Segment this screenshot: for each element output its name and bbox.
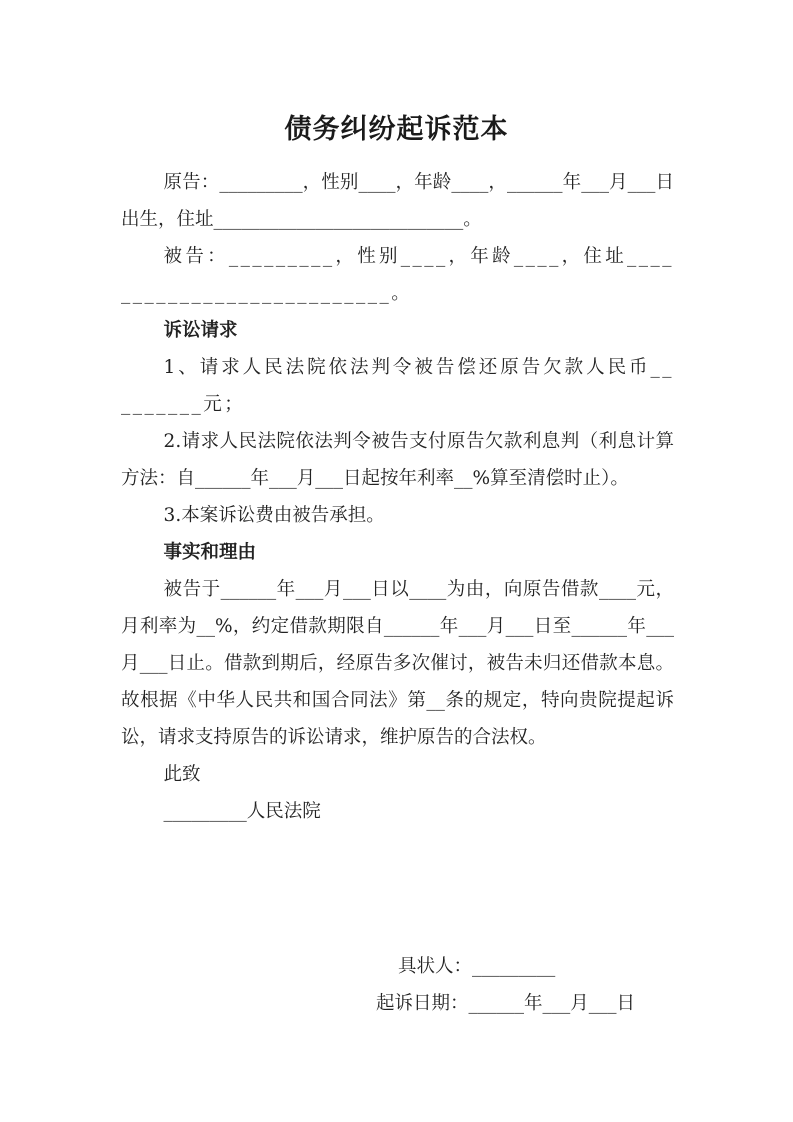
- defendant-paragraph: 被告：_________，性别____，年龄____，住址___________________________。: [121, 246, 674, 304]
- claim-item-3: 3.本案诉讼费由被告承担。: [163, 505, 385, 526]
- claim-item-2: 2.请求人民法院依法判令被告支付原告欠款利息判（利息计算方法：自______年___月___日起按年利率__%算至清偿时止）。: [121, 431, 674, 489]
- facts-heading: 事实和理由: [163, 542, 257, 563]
- filing-date-line: 起诉日期：______年___月___日: [376, 993, 636, 1014]
- salutation: 此致: [163, 764, 201, 785]
- document-title: 债务纠纷起诉范本: [284, 114, 509, 145]
- claims-heading: 诉讼请求: [163, 320, 238, 341]
- facts-paragraph: 被告于______年___月___日以____为由，向原告借款____元，月利率为__%，约定借款期限自______年___月___日至______年___月___日止。借款到期后，经原告多次催讨，被告未归还借款本息。故根据《中华人民共和国合同法》第__条的规定，特向贵院提起诉讼，请求支持原告的诉讼请求，维护原告的合法权。: [121, 579, 674, 748]
- plaintiff-paragraph: 原告：_________，性别____，年龄____，______年___月___日出生，住址___________________________。: [121, 172, 674, 230]
- signer-line: 具状人：_________: [398, 956, 556, 977]
- claim-item-1: 1、请求人民法院依法判令被告偿还原告欠款人民币_________元；: [121, 357, 674, 415]
- court-line: _________人民法院: [163, 801, 321, 822]
- document-body: [121, 164, 674, 830]
